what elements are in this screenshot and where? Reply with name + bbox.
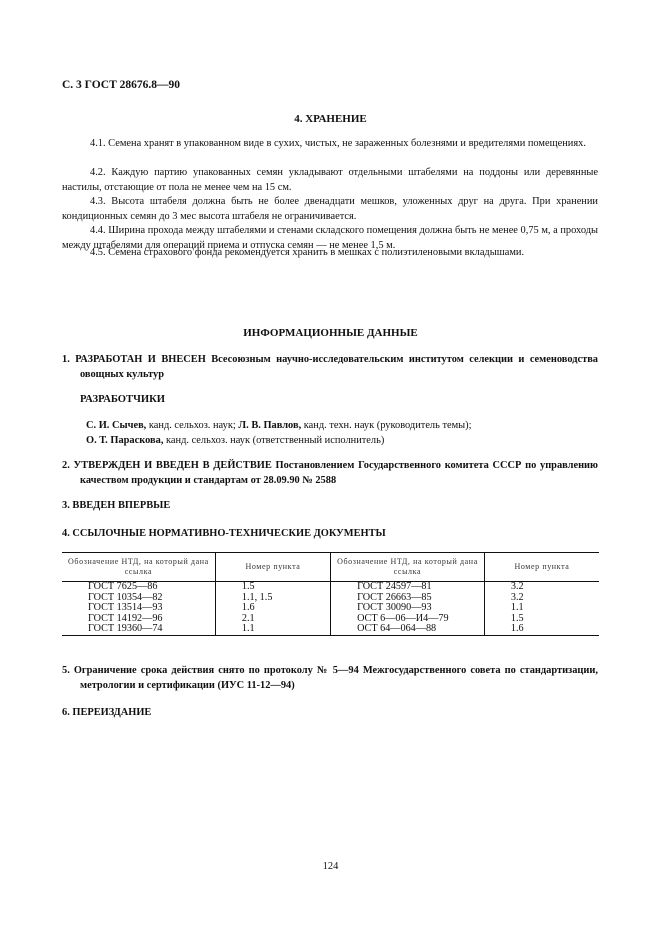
table-header-row xyxy=(62,553,599,582)
table-cell: ГОСТ 10354—82 xyxy=(62,593,215,604)
paragraph-4-5: 4.5. Семена страхового фонда рекомендуется хранить в мешках с полиэтиленовыми вкладышами. xyxy=(90,247,525,258)
table-cell: ГОСТ 7625—86 xyxy=(62,582,215,593)
developers-heading: РАЗРАБОТЧИКИ xyxy=(80,394,166,405)
table-cell: ГОСТ 26663—85 xyxy=(331,593,485,604)
table-row xyxy=(62,603,599,614)
table-cell: ГОСТ 19360—74 xyxy=(62,624,215,635)
developer-name: О. Т. Параскова, xyxy=(86,434,164,446)
info-item-3: 3. ВВЕДЕН ВПЕРВЫЕ xyxy=(62,500,171,511)
paragraph-4-1: 4.1. Семена хранят в упакованном виде в сухих, чистых, не зараженных болезнями и вредителями помещениях. xyxy=(90,138,586,149)
table-cell: 3.2 xyxy=(510,591,524,603)
paragraph-4-4: 4.4. Ширина прохода между штабелями и стенами складского помещения должна быть не менее 0,75 м, а проходы между штабелями для операций приема и отпуска семян — не менее 1,5 м. xyxy=(62,225,598,251)
info-item-5: 5. Ограничение срока действия снято по протоколу № 5—94 Межгосударственного совета по стандартизации, метрологии и сертификации (ИУС 11-12—94) xyxy=(62,665,598,691)
table-cell: 1.6 xyxy=(484,624,599,635)
page-number: 124 xyxy=(322,861,339,872)
page-header: С. 3 ГОСТ 28676.8—90 xyxy=(62,79,181,91)
section-title-storage: 4. ХРАНЕНИЕ xyxy=(294,113,367,125)
table-cell: ГОСТ 30090—93 xyxy=(331,603,485,614)
developer-name: Л. В. Павлов, xyxy=(238,420,302,431)
info-item-4: 4. ССЫЛОЧНЫЕ НОРМАТИВНО-ТЕХНИЧЕСКИЕ ДОКУМЕНТЫ xyxy=(62,528,386,539)
developer-title: канд. техн. наук (руководитель темы); xyxy=(301,420,472,431)
table-cell: 1.5 xyxy=(510,612,524,624)
table-cell: 1.6 xyxy=(215,603,330,614)
references-table xyxy=(62,552,599,636)
col-header-clause: Номер пункта xyxy=(484,553,599,582)
table-cell: 1.1 xyxy=(510,602,524,613)
table-row xyxy=(62,624,599,635)
table-cell: 1.1, 1.5 xyxy=(215,593,330,604)
col-header-ntd: Обозначение НТД, на который дана ссылка xyxy=(62,553,215,582)
paragraph-4-3: 4.3. Высота штабеля должна быть не более двенадцати мешков, уложенных друг на друга. При хранении кондиционных семян до 3 мес высота штабеля не ограничивается. xyxy=(62,196,598,222)
table-cell: ГОСТ 14192—96 xyxy=(62,614,215,625)
table-cell: 3.2 xyxy=(510,581,524,592)
table-cell: 2.1 xyxy=(215,614,330,625)
table-cell: ГОСТ 24597—81 xyxy=(331,582,485,593)
info-item-2: 2. УТВЕРЖДЕН И ВВЕДЕН В ДЕЙСТВИЕ Постановлением Государственного комитета СССР по управлению качеством продукции и стандартам от 28.09.90 № 2588 xyxy=(62,460,598,486)
table-cell: 1.1 xyxy=(215,624,330,635)
info-item-6: 6. ПЕРЕИЗДАНИЕ xyxy=(62,707,152,718)
table-row xyxy=(62,582,599,593)
info-item-1: 1. РАЗРАБОТАН И ВНЕСЕН Всесоюзным научно-исследовательским институтом селекции и семеноводства овощных культур xyxy=(62,354,598,380)
col-header-ntd: Обозначение НТД, на который дана ссылка xyxy=(331,553,485,582)
developers-list xyxy=(62,419,598,448)
table-cell: ОСТ 6—06—И4—79 xyxy=(331,614,485,625)
developer-title: канд. сельхоз. наук; xyxy=(146,420,239,431)
table-cell: 1.5 xyxy=(215,582,330,593)
table-cell: ГОСТ 13514—93 xyxy=(62,603,215,614)
paragraph-4-2: 4.2. Каждую партию упакованных семян укладывают отдельными штабелями на поддоны или деревянные настилы, отстающие от пола не менее чем на 15 см. xyxy=(62,167,598,193)
developer-title: канд. сельхоз. наук (ответственный исполнитель) xyxy=(163,434,385,446)
col-header-clause: Номер пункта xyxy=(215,553,330,582)
info-data-title: ИНФОРМАЦИОННЫЕ ДАННЫЕ xyxy=(243,327,418,339)
developer-name: С. И. Сычев, xyxy=(86,420,147,431)
table-cell: ОСТ 64—064—88 xyxy=(331,624,485,635)
